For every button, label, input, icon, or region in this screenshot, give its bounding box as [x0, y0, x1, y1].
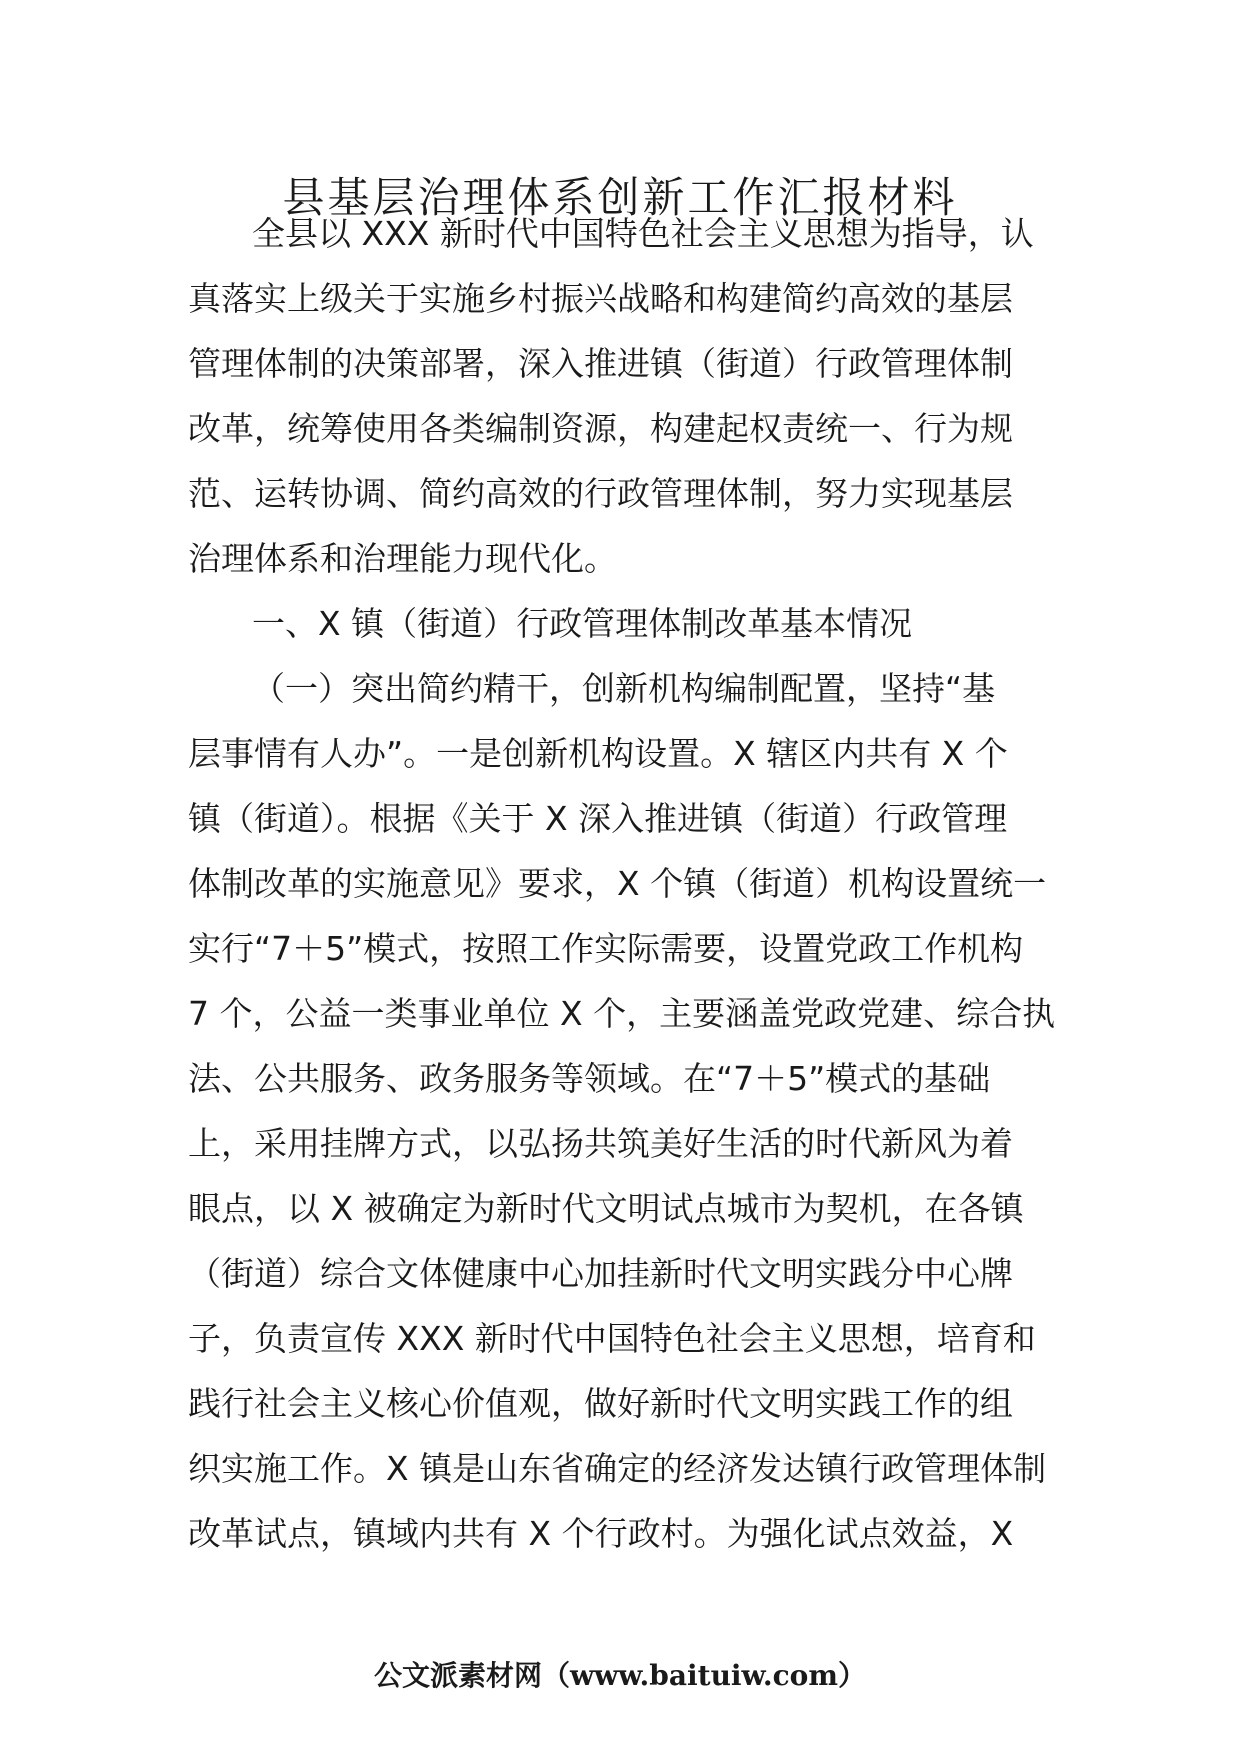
body-line: （街道）综合文体健康中心加挂新时代文明实践分中心牌 [188, 1254, 1013, 1293]
body-line: 上，采用挂牌方式，以弘扬共筑美好生活的时代新风为着 [188, 1124, 1013, 1163]
document-title: 县基层治理体系创新工作汇报材料 [282, 173, 958, 222]
body-line: 法、公共服务、政务服务等领域。在“7＋5”模式的基础 [188, 1059, 991, 1098]
body-line: 织实施工作。X 镇是山东省确定的经济发达镇行政管理体制 [188, 1449, 1047, 1488]
body-line: 改革，统筹使用各类编制资源，构建起权责统一、行为规 [188, 409, 1013, 448]
body-line: 真落实上级关于实施乡村振兴战略和构建简约高效的基层 [188, 279, 1013, 318]
body-line: 眼点，以 X 被确定为新时代文明试点城市为契机，在各镇 [188, 1189, 1024, 1228]
body-line: 7 个，公益一类事业单位 X 个，主要涵盖党政党建、综合执 [188, 994, 1056, 1033]
footer-source: 公文派素材网（www.baituiw.com） [374, 1659, 866, 1692]
body-line: 镇（街道）。根据《关于 X 深入推进镇（街道）行政管理 [188, 799, 1008, 838]
body-line: 层事情有人办”。一是创新机构设置。X 辖区内共有 X 个 [188, 734, 1008, 773]
body-line: 践行社会主义核心价值观，做好新时代文明实践工作的组 [188, 1384, 1013, 1423]
body-line: 实行“7＋5”模式，按照工作实际需要，设置党政工作机构 [188, 929, 1024, 968]
body-line: 体制改革的实施意见》要求，X 个镇（街道）机构设置统一 [188, 864, 1047, 903]
body-line: 子，负责宣传 XXX 新时代中国特色社会主义思想，培育和 [188, 1319, 1036, 1358]
body-line: （一）突出简约精干，创新机构编制配置，坚持“基 [252, 669, 996, 708]
body-line: 管理体制的决策部署，深入推进镇（街道）行政管理体制 [188, 344, 1013, 383]
section-heading: 一、X 镇（街道）行政管理体制改革基本情况 [252, 604, 913, 643]
body-line: 全县以 XXX 新时代中国特色社会主义思想为指导，认 [252, 214, 1034, 253]
body-line: 治理体系和治理能力现代化。 [188, 539, 617, 578]
body-line: 范、运转协调、简约高效的行政管理体制，努力实现基层 [188, 474, 1013, 513]
body-line: 改革试点，镇域内共有 X 个行政村。为强化试点效益，X [188, 1514, 1014, 1553]
